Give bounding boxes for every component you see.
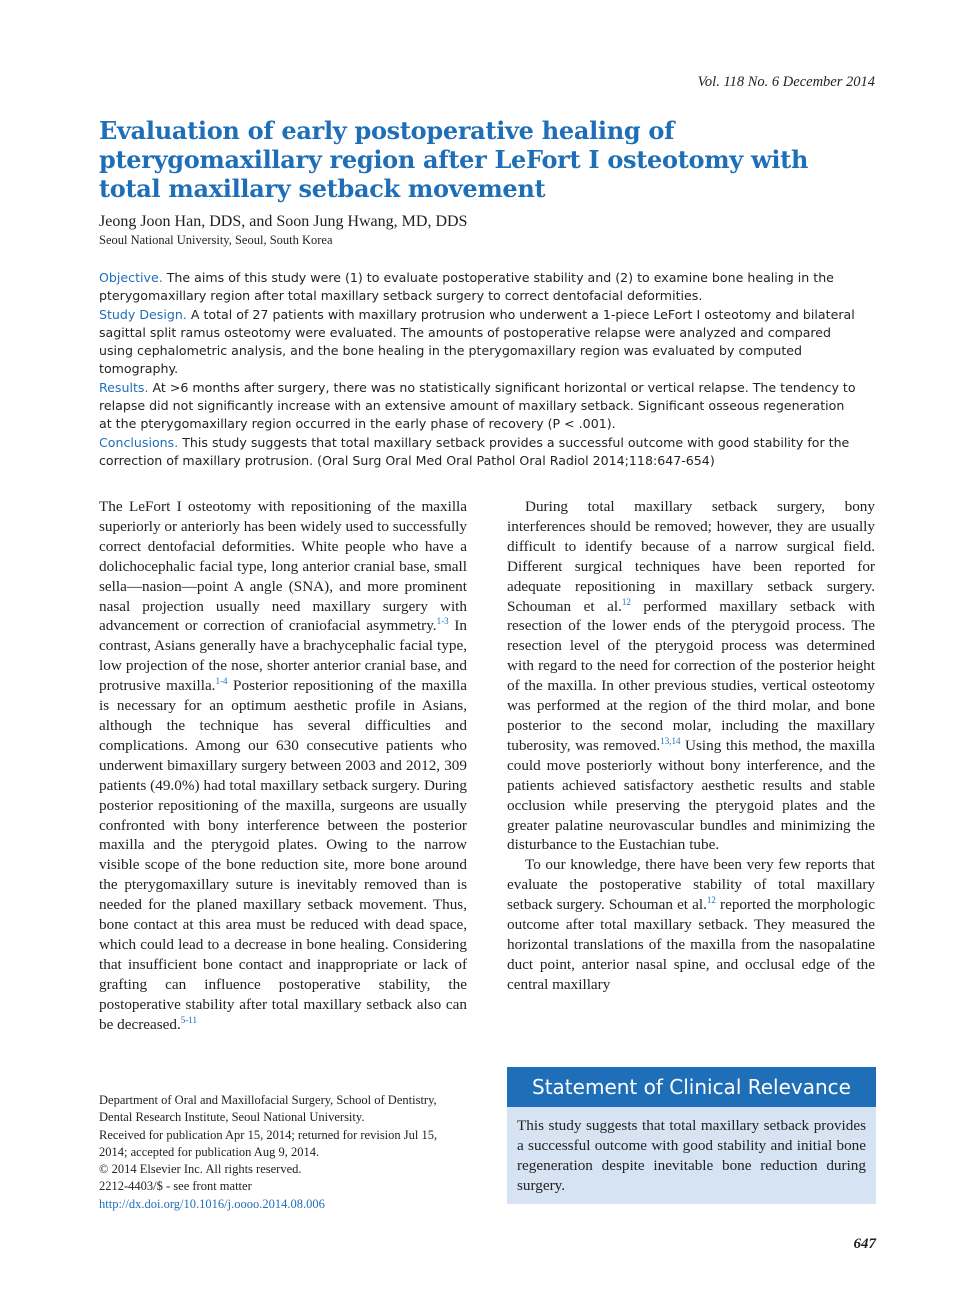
- citation-link[interactable]: 13,14: [660, 735, 681, 746]
- conclusions-label: Conclusions.: [99, 434, 179, 450]
- article-title: Evaluation of early postoperative healing of pterygomaxillary region after LeFort I osteotomy with total maxillary setback movement: [99, 116, 809, 203]
- footnote-accepted: 2014; accepted for publication Aug 9, 2014.: [99, 1144, 320, 1159]
- clinical-relevance-text: This study suggests that total maxillary setback provides a successful outcome with good stability and initial bone regeneration despite inevitable bone reduction during surgery.: [517, 1117, 866, 1194]
- body-paragraph: [507, 855, 875, 994]
- body-text: To our knowledge, there have been very few reports that evaluate the postoperative stability of total maxillary setback surgery. Schouman et al.: [507, 856, 875, 914]
- body-text: reported the morphologic outcome after total maxillary setback. They measured the horizontal translations of the maxilla from the nasopalatine duct point, anterior nasal spine, and occlusal edge of the central maxillary: [507, 896, 875, 993]
- results-text: At >6 months after surgery, there was no statistically significant horizontal or vertical relapse. The tendency to relapse did not significantly increase with an extensive amount of maxillary setback. Significant osseous regeneration at the pterygomaxillary region occurred in the early phase of recovery (P < .001).: [99, 379, 856, 432]
- article-authors: Jeong Joon Han, DDS, and Soon Jung Hwang, MD, DDS: [99, 213, 468, 230]
- body-text: During total maxillary setback surgery, bony interferences should be removed; however, they are usually difficult to identify because of a narrow surgical field. Different surgical techniques have been reported for adequate repositioning in maxillary setback surgery. Schouman et al.: [507, 498, 875, 615]
- abstract-study-design: [99, 306, 859, 379]
- footnote-department: Department of Oral and Maxillofacial Surgery, School of Dentistry,: [99, 1093, 437, 1107]
- conclusions-text: This study suggests that total maxillary setback provides a successful outcome with good stability for the correction of maxillary protrusion. (Oral Surg Oral Med Oral Pathol Oral Radiol 2014;118:647-654): [99, 434, 850, 468]
- objective-text: The aims of this study were (1) to evaluate postoperative stability and (2) to examine bone healing in the pterygomaxillary region after total maxillary setback surgery to correct dentofacial deformities.: [99, 270, 834, 304]
- footnote: [99, 1092, 471, 1213]
- page-number: 647: [853, 1236, 876, 1252]
- abstract: [99, 269, 859, 470]
- study-design-label: Study Design.: [99, 306, 187, 322]
- footnote-issn: 2212-4403/$ - see front matter: [99, 1179, 252, 1194]
- body-column-right: [507, 497, 875, 995]
- citation-link[interactable]: 1-3: [436, 616, 449, 627]
- body-text: In contrast, Asians generally have a brachycephalic facial type, low projection of the nose, shorter anterior cranial base, and protrusive maxilla.: [99, 617, 467, 695]
- body-text: Posterior repositioning of the maxilla is necessary for an optimum aesthetic profile in Asians, although the technique has several difficulties and complications. Among our 630 consecutive patients who underwent bimaxillary surgery between 2003 and 2012, 309 patients (49.0%) had total maxillary setback surgery. During posterior repositioning of the maxilla, surgeons are usually confronted with bony interference between the posterior maxilla and the pterygoid plates. Owing to the narrow visible scope of the bone reduction site, more bone around the pterygomaxillary suture is inevitably removed than is needed for the planed maxillary setback movement. Thus, bone contact at this area must be reduced with dead space, which could lead to a decrease in bone healing. Considering that insufficient bone contact and inappropriate or lack of grafting can influence postoperative stability, the postoperative stability after total maxillary setback also can be decreased.: [99, 677, 467, 1033]
- citation-link[interactable]: 1-4: [215, 676, 228, 687]
- body-text: The LeFort I osteotomy with repositioning of the maxilla superiorly or anteriorly has been widely used to successfully correct dentofacial deformities. White people who have a dolichocephalic facial type, long anterior cranial base, small sella—nasion—point A angle (SNA), and more prominent nasal projection usually need maxillary surgery with advancement or correction of craniofacial asymmetry.: [99, 498, 467, 635]
- results-label: Results.: [99, 379, 149, 395]
- citation-link[interactable]: 5-11: [180, 1014, 197, 1025]
- abstract-objective: [99, 269, 859, 306]
- abstract-results: [99, 379, 859, 434]
- footnote-institute: Dental Research Institute, Seoul National University.: [99, 1110, 365, 1125]
- body-text: performed maxillary setback with resection of the lower ends of the pterygoid process. The resection level of the pterygoid process was determined with regard to the need for correction of the posterior height of the maxilla. In other previous studies, vertical osteotomy was performed at the region of the third molar, and bone posterior to the second molar, including the maxillary tuberosity, was removed.: [507, 597, 875, 754]
- body-paragraph: [99, 497, 467, 1034]
- body-text: Using this method, the maxilla could move posteriorly without bony interference, and the patients achieved satisfactory aesthetic results and stable occlusion while preserving the pterygoid plates and the greater palatine neurovascular bundles and minimizing the disturbance to the Eustachian tube.: [507, 736, 875, 854]
- footnote-received: Received for publication Apr 15, 2014; returned for revision Jul 15,: [99, 1127, 438, 1142]
- objective-label: Objective.: [99, 270, 163, 285]
- clinical-relevance-heading: Statement of Clinical Relevance: [507, 1067, 876, 1107]
- footnote-copyright: © 2014 Elsevier Inc. All rights reserved.: [99, 1162, 302, 1177]
- journal-volume-info: Vol. 118 No. 6 December 2014: [697, 74, 875, 90]
- citation-link[interactable]: 12: [706, 895, 716, 906]
- abstract-conclusions: [99, 434, 859, 471]
- study-design-text: A total of 27 patients with maxillary protrusion who underwent a 1-piece LeFort I osteotomy and bilateral sagittal split ramus osteotomy were evaluated. The amounts of postoperative relapse were analyzed and compared using cephalometric analysis, and the bone healing in the pterygomaxillary region was evaluated by computed tomography.: [99, 306, 855, 377]
- clinical-relevance-box: [507, 1067, 876, 1204]
- article-affiliation: Seoul National University, Seoul, South Korea: [99, 233, 333, 247]
- citation-link[interactable]: 12: [621, 596, 631, 607]
- body-paragraph: [507, 497, 875, 855]
- body-column-left: [99, 497, 467, 1034]
- doi-link[interactable]: http://dx.doi.org/10.1016/j.oooo.2014.08.006: [99, 1196, 325, 1211]
